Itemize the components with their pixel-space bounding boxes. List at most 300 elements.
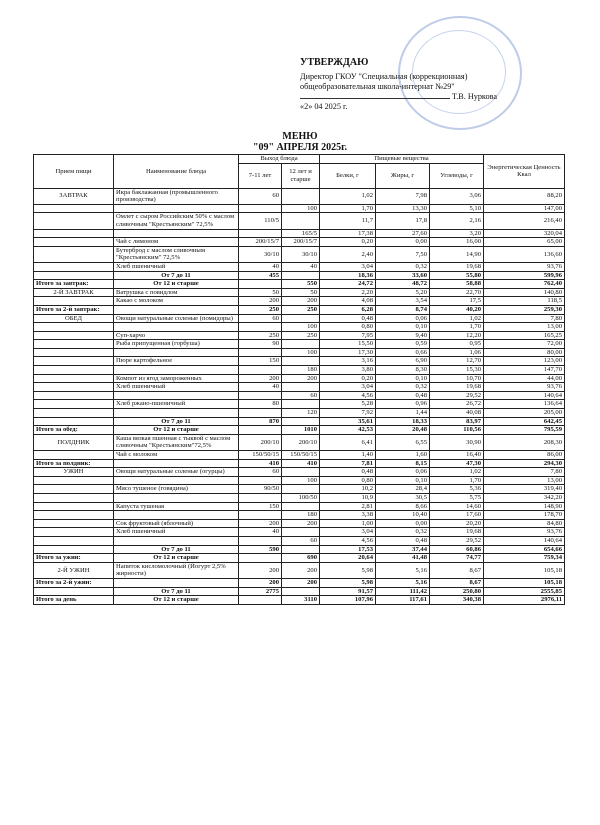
cell-fat: 20,48 (376, 426, 430, 435)
cell-protein: 4,08 (320, 297, 376, 306)
table-row (34, 536, 565, 545)
cell-meal (34, 213, 114, 229)
table-row (34, 280, 565, 289)
approval-date-month: 04 (314, 102, 323, 111)
cell-carbs: 2,16 (430, 213, 484, 229)
table-row (34, 271, 565, 280)
cell-meal (34, 348, 114, 357)
cell-carbs: 29,52 (430, 391, 484, 400)
cell-dish: Сок фруктовый (яблочный) (114, 519, 239, 528)
cell-portion-7-11: 30/10 (239, 246, 282, 262)
table-row (34, 545, 565, 554)
cell-energy: 319,40 (484, 485, 565, 494)
cell-carbs: 15,30 (430, 366, 484, 375)
cell-meal: Итого за 2-й завтрак: (34, 305, 114, 314)
cell-portion-12-plus: 150/50/15 (282, 451, 320, 460)
table-row (34, 297, 565, 306)
cell-meal (34, 366, 114, 375)
cell-fat: 117,61 (376, 596, 430, 605)
table-row (34, 528, 565, 537)
cell-meal: Итого за обед: (34, 426, 114, 435)
cell-energy: 105,18 (484, 562, 565, 578)
cell-protein: 17,38 (320, 229, 376, 238)
cell-portion-7-11: 455 (239, 271, 282, 280)
cell-protein: 7,81 (320, 459, 376, 468)
cell-meal (34, 383, 114, 392)
cell-energy: 759,34 (484, 554, 565, 563)
cell-carbs: 3,20 (430, 229, 484, 238)
cell-meal (34, 545, 114, 554)
cell-portion-7-11: 60 (239, 188, 282, 204)
cell-meal (34, 528, 114, 537)
cell-portion-12-plus: 250 (282, 305, 320, 314)
cell-dish: Какао с молоком (114, 297, 239, 306)
table-row (34, 417, 565, 426)
cell-energy: 93,76 (484, 262, 565, 271)
cell-protein: 2,20 (320, 288, 376, 297)
cell-dish: От 12 и старше (114, 426, 239, 435)
cell-portion-12-plus: 200 (282, 562, 320, 578)
cell-carbs: 12,20 (430, 331, 484, 340)
menu-table-header (34, 155, 565, 189)
cell-meal: ОБЕД (34, 314, 114, 323)
cell-carbs: 1,02 (430, 468, 484, 477)
cell-portion-12-plus: 200/15/7 (282, 238, 320, 247)
cell-fat: 0,96 (376, 400, 430, 409)
cell-portion-7-11: 40 (239, 262, 282, 271)
table-row (34, 400, 565, 409)
cell-dish (114, 348, 239, 357)
cell-portion-7-11 (239, 426, 282, 435)
cell-protein: 4,56 (320, 391, 376, 400)
cell-protein: 42,53 (320, 426, 376, 435)
cell-dish: Компот из ягод замороженных (114, 374, 239, 383)
cell-portion-12-plus: 100 (282, 348, 320, 357)
cell-fat: 1,44 (376, 409, 430, 418)
cell-carbs: 74,77 (430, 554, 484, 563)
cell-portion-7-11: 40 (239, 383, 282, 392)
menu-table-body (34, 188, 565, 604)
cell-portion-7-11: 110/5 (239, 213, 282, 229)
table-row (34, 340, 565, 349)
cell-energy: 147,70 (484, 366, 565, 375)
cell-energy: 147,00 (484, 204, 565, 213)
cell-portion-7-11: 150 (239, 502, 282, 511)
cell-carbs: 1,02 (430, 314, 484, 323)
cell-meal (34, 511, 114, 520)
cell-portion-7-11: 200/15/7 (239, 238, 282, 247)
cell-dish: Овощи натуральные соленые (помидоры) (114, 314, 239, 323)
cell-portion-12-plus (282, 485, 320, 494)
header-meal: Прием пищи (34, 155, 114, 189)
cell-meal (34, 246, 114, 262)
cell-protein: 4,56 (320, 536, 376, 545)
table-row (34, 391, 565, 400)
cell-meal (34, 409, 114, 418)
cell-portion-7-11 (239, 229, 282, 238)
cell-energy: 140,64 (484, 536, 565, 545)
cell-portion-7-11: 250 (239, 331, 282, 340)
cell-portion-7-11 (239, 511, 282, 520)
header-fat: Жиры, г (376, 163, 430, 188)
cell-protein: 107,96 (320, 596, 376, 605)
cell-meal (34, 374, 114, 383)
cell-energy: 72,00 (484, 340, 565, 349)
cell-carbs: 5,36 (430, 485, 484, 494)
table-row (34, 409, 565, 418)
cell-portion-12-plus: 100/50 (282, 493, 320, 502)
cell-portion-7-11: 90/50 (239, 485, 282, 494)
cell-energy: 178,70 (484, 511, 565, 520)
cell-protein: 18,36 (320, 271, 376, 280)
table-row (34, 511, 565, 520)
cell-portion-7-11: 150/50/15 (239, 451, 282, 460)
cell-energy: 140,80 (484, 288, 565, 297)
cell-protein: 1,00 (320, 519, 376, 528)
cell-fat: 9,40 (376, 331, 430, 340)
cell-carbs: 30,90 (430, 434, 484, 450)
cell-protein: 2,40 (320, 246, 376, 262)
table-row (34, 314, 565, 323)
cell-protein: 0,48 (320, 468, 376, 477)
cell-portion-7-11 (239, 280, 282, 289)
cell-portion-12-plus: 120 (282, 409, 320, 418)
cell-protein: 3,04 (320, 383, 376, 392)
table-row (34, 493, 565, 502)
cell-dish (114, 476, 239, 485)
cell-carbs: 26,72 (430, 400, 484, 409)
cell-portion-12-plus (282, 417, 320, 426)
cell-dish: От 7 до 11 (114, 587, 239, 596)
cell-energy: 80,00 (484, 348, 565, 357)
cell-portion-12-plus: 200 (282, 374, 320, 383)
cell-portion-7-11 (239, 476, 282, 485)
cell-energy: 7,80 (484, 468, 565, 477)
cell-portion-7-11: 200 (239, 297, 282, 306)
cell-carbs: 16,00 (430, 238, 484, 247)
menu-date: "09" АПРЕЛЯ 2025г. (252, 142, 348, 153)
cell-fat: 27,60 (376, 229, 430, 238)
cell-portion-12-plus: 200 (282, 297, 320, 306)
cell-energy: 136,60 (484, 246, 565, 262)
cell-fat: 5,20 (376, 288, 430, 297)
cell-fat: 10,40 (376, 511, 430, 520)
cell-carbs: 19,68 (430, 383, 484, 392)
cell-protein: 15,50 (320, 340, 376, 349)
cell-dish: Ватрушка с повидлом (114, 288, 239, 297)
cell-protein: 24,72 (320, 280, 376, 289)
cell-carbs: 3,06 (430, 188, 484, 204)
cell-fat: 0,48 (376, 536, 430, 545)
cell-energy: 762,40 (484, 280, 565, 289)
cell-dish: От 7 до 11 (114, 545, 239, 554)
table-row (34, 587, 565, 596)
table-row (34, 426, 565, 435)
cell-dish: От 12 и старше (114, 554, 239, 563)
cell-fat: 111,42 (376, 587, 430, 596)
cell-fat: 8,74 (376, 305, 430, 314)
cell-portion-12-plus: 60 (282, 391, 320, 400)
approval-date: «2» 04 2025 г. (300, 102, 348, 111)
cell-dish: Хлеб пшеничный (114, 262, 239, 271)
cell-carbs: 250,80 (430, 587, 484, 596)
cell-meal: ЗАВТРАК (34, 188, 114, 204)
cell-dish: Мясо тушеное (говядина) (114, 485, 239, 494)
cell-protein: 91,57 (320, 587, 376, 596)
cell-portion-7-11 (239, 366, 282, 375)
cell-carbs: 60,86 (430, 545, 484, 554)
cell-carbs: 19,68 (430, 262, 484, 271)
cell-portion-12-plus: 165/5 (282, 229, 320, 238)
cell-fat: 8,15 (376, 459, 430, 468)
approval-title: УТВЕРЖДАЮ (300, 57, 369, 68)
cell-portion-12-plus (282, 587, 320, 596)
cell-carbs: 1,70 (430, 323, 484, 332)
cell-portion-7-11: 150 (239, 357, 282, 366)
cell-dish: Чай с лимоном (114, 238, 239, 247)
cell-portion-12-plus: 250 (282, 331, 320, 340)
cell-portion-7-11: 200 (239, 519, 282, 528)
cell-protein: 3,16 (320, 357, 376, 366)
approval-date-year: 2025 г. (324, 102, 348, 111)
cell-fat: 6,90 (376, 357, 430, 366)
cell-energy: 599,96 (484, 271, 565, 280)
cell-protein: 5,98 (320, 578, 376, 587)
cell-carbs: 14,60 (430, 502, 484, 511)
table-row (34, 562, 565, 578)
cell-portion-7-11: 40 (239, 528, 282, 537)
cell-protein: 17,53 (320, 545, 376, 554)
cell-energy: 795,59 (484, 426, 565, 435)
cell-dish (114, 493, 239, 502)
cell-energy: 2976,11 (484, 596, 565, 605)
header-protein: Белки, г (320, 163, 376, 188)
table-row (34, 188, 565, 204)
cell-portion-12-plus: 550 (282, 280, 320, 289)
cell-dish: Икра баклажанная (промышленного производства) (114, 188, 239, 204)
cell-dish (114, 459, 239, 468)
cell-dish (114, 391, 239, 400)
cell-fat: 0,66 (376, 348, 430, 357)
cell-portion-7-11 (239, 536, 282, 545)
cell-meal: Итого за завтрак: (34, 280, 114, 289)
cell-portion-12-plus: 50 (282, 288, 320, 297)
cell-fat: 8,66 (376, 502, 430, 511)
cell-energy: 205,00 (484, 409, 565, 418)
cell-portion-12-plus: 1010 (282, 426, 320, 435)
cell-carbs: 40,08 (430, 409, 484, 418)
cell-fat: 13,30 (376, 204, 430, 213)
cell-meal (34, 451, 114, 460)
table-row (34, 554, 565, 563)
table-row (34, 229, 565, 238)
cell-fat: 33,60 (376, 271, 430, 280)
cell-meal (34, 502, 114, 511)
cell-portion-12-plus: 100 (282, 323, 320, 332)
cell-protein: 0,20 (320, 374, 376, 383)
cell-dish: Хлеб ржано-пшеничный (114, 400, 239, 409)
cell-meal (34, 476, 114, 485)
cell-meal (34, 417, 114, 426)
cell-protein: 11,7 (320, 213, 376, 229)
cell-portion-7-11: 200/10 (239, 434, 282, 450)
cell-dish: Каша вязкая пшенная с тыквой с маслом сливочным "Крестьянским"72,5% (114, 434, 239, 450)
cell-meal (34, 400, 114, 409)
cell-dish (114, 366, 239, 375)
cell-fat: 8,30 (376, 366, 430, 375)
cell-carbs: 55,80 (430, 271, 484, 280)
cell-energy: 123,00 (484, 357, 565, 366)
cell-portion-7-11: 200 (239, 374, 282, 383)
cell-portion-12-plus (282, 502, 320, 511)
table-row (34, 476, 565, 485)
cell-dish: Омлет с сыром Российским 50% с маслом сливочным "Крестьянским" 72,5% (114, 213, 239, 229)
cell-fat: 0,32 (376, 262, 430, 271)
cell-meal (34, 340, 114, 349)
cell-energy: 105,18 (484, 578, 565, 587)
header-nutrients: Пищевые вещества (320, 155, 484, 164)
cell-meal: Итого за ужин: (34, 554, 114, 563)
cell-portion-12-plus: 30/10 (282, 246, 320, 262)
cell-energy: 2555,85 (484, 587, 565, 596)
approval-position-line1: Директор ГКОУ "Специальная (коррекционная) (300, 72, 468, 81)
cell-fat: 0,32 (376, 528, 430, 537)
cell-meal (34, 331, 114, 340)
cell-portion-12-plus: 200 (282, 578, 320, 587)
cell-fat: 18,33 (376, 417, 430, 426)
cell-energy: 13,00 (484, 476, 565, 485)
cell-fat: 28,4 (376, 485, 430, 494)
cell-carbs: 8,67 (430, 578, 484, 587)
cell-dish (114, 536, 239, 545)
table-row (34, 383, 565, 392)
table-row (34, 366, 565, 375)
cell-energy: 654,66 (484, 545, 565, 554)
cell-portion-7-11 (239, 323, 282, 332)
cell-energy: 140,64 (484, 391, 565, 400)
cell-meal (34, 262, 114, 271)
cell-portion-7-11: 200 (239, 578, 282, 587)
cell-protein: 17,30 (320, 348, 376, 357)
cell-protein: 3,04 (320, 262, 376, 271)
table-row (34, 246, 565, 262)
cell-carbs: 1,06 (430, 348, 484, 357)
table-row (34, 459, 565, 468)
cell-fat: 7,50 (376, 246, 430, 262)
cell-portion-12-plus (282, 357, 320, 366)
cell-dish: Хлеб пшеничный (114, 528, 239, 537)
cell-energy: 136,64 (484, 400, 565, 409)
table-row (34, 519, 565, 528)
cell-meal (34, 485, 114, 494)
cell-fat: 37,44 (376, 545, 430, 554)
cell-energy: 165,25 (484, 331, 565, 340)
cell-fat: 0,06 (376, 314, 430, 323)
cell-portion-12-plus: 690 (282, 554, 320, 563)
table-row (34, 213, 565, 229)
approval-date-day: 2 (304, 102, 309, 111)
menu-title: МЕНЮ (282, 131, 318, 142)
cell-carbs: 5,75 (430, 493, 484, 502)
cell-portion-12-plus: 100 (282, 204, 320, 213)
header-dish: Наименование блюда (114, 155, 239, 189)
cell-meal (34, 391, 114, 400)
cell-protein: 0,20 (320, 238, 376, 247)
cell-fat: 0,48 (376, 391, 430, 400)
cell-portion-12-plus (282, 188, 320, 204)
cell-fat: 0,00 (376, 519, 430, 528)
menu-table (33, 154, 565, 605)
cell-dish: Пюре картофельное (114, 357, 239, 366)
cell-carbs: 40,20 (430, 305, 484, 314)
cell-carbs: 19,68 (430, 528, 484, 537)
cell-dish: От 12 и старше (114, 596, 239, 605)
cell-fat: 30,5 (376, 493, 430, 502)
cell-portion-7-11: 80 (239, 400, 282, 409)
cell-portion-12-plus: 410 (282, 459, 320, 468)
cell-protein: 3,04 (320, 528, 376, 537)
table-row (34, 578, 565, 587)
cell-dish (114, 409, 239, 418)
cell-dish: Суп-харчо (114, 331, 239, 340)
cell-fat: 3,54 (376, 297, 430, 306)
cell-carbs: 58,88 (430, 280, 484, 289)
approval-signatory: Т.В. Нуркова (452, 92, 497, 101)
cell-portion-7-11 (239, 596, 282, 605)
cell-protein: 0,48 (320, 314, 376, 323)
cell-fat: 0,32 (376, 383, 430, 392)
cell-meal (34, 357, 114, 366)
cell-fat: 0,10 (376, 323, 430, 332)
cell-carbs: 16,40 (430, 451, 484, 460)
cell-dish: Бутерброд с маслом сливочным "Крестьянским" 72,5% (114, 246, 239, 262)
cell-portion-7-11: 90 (239, 340, 282, 349)
cell-carbs: 83,97 (430, 417, 484, 426)
cell-meal (34, 297, 114, 306)
cell-fat: 7,98 (376, 188, 430, 204)
cell-protein: 2,81 (320, 502, 376, 511)
cell-portion-12-plus: 200 (282, 519, 320, 528)
cell-portion-12-plus (282, 528, 320, 537)
cell-meal (34, 271, 114, 280)
cell-carbs: 5,10 (430, 204, 484, 213)
cell-portion-7-11 (239, 204, 282, 213)
cell-protein: 5,98 (320, 562, 376, 578)
cell-fat: 41,48 (376, 554, 430, 563)
table-row (34, 451, 565, 460)
cell-fat: 48,72 (376, 280, 430, 289)
cell-meal: 2-Й ЗАВТРАК (34, 288, 114, 297)
cell-energy: 259,30 (484, 305, 565, 314)
cell-fat: 0,10 (376, 374, 430, 383)
cell-energy: 93,76 (484, 383, 565, 392)
cell-portion-7-11 (239, 409, 282, 418)
cell-portion-12-plus: 200/10 (282, 434, 320, 450)
cell-dish (114, 229, 239, 238)
cell-fat: 0,59 (376, 340, 430, 349)
cell-portion-7-11: 200 (239, 562, 282, 578)
table-row (34, 331, 565, 340)
cell-carbs: 14,90 (430, 246, 484, 262)
cell-portion-12-plus: 60 (282, 536, 320, 545)
table-row (34, 238, 565, 247)
cell-dish: От 12 и старше (114, 280, 239, 289)
cell-portion-12-plus (282, 383, 320, 392)
cell-portion-12-plus: 3110 (282, 596, 320, 605)
cell-energy: 13,00 (484, 323, 565, 332)
cell-fat: 0,00 (376, 238, 430, 247)
cell-energy: 65,00 (484, 238, 565, 247)
